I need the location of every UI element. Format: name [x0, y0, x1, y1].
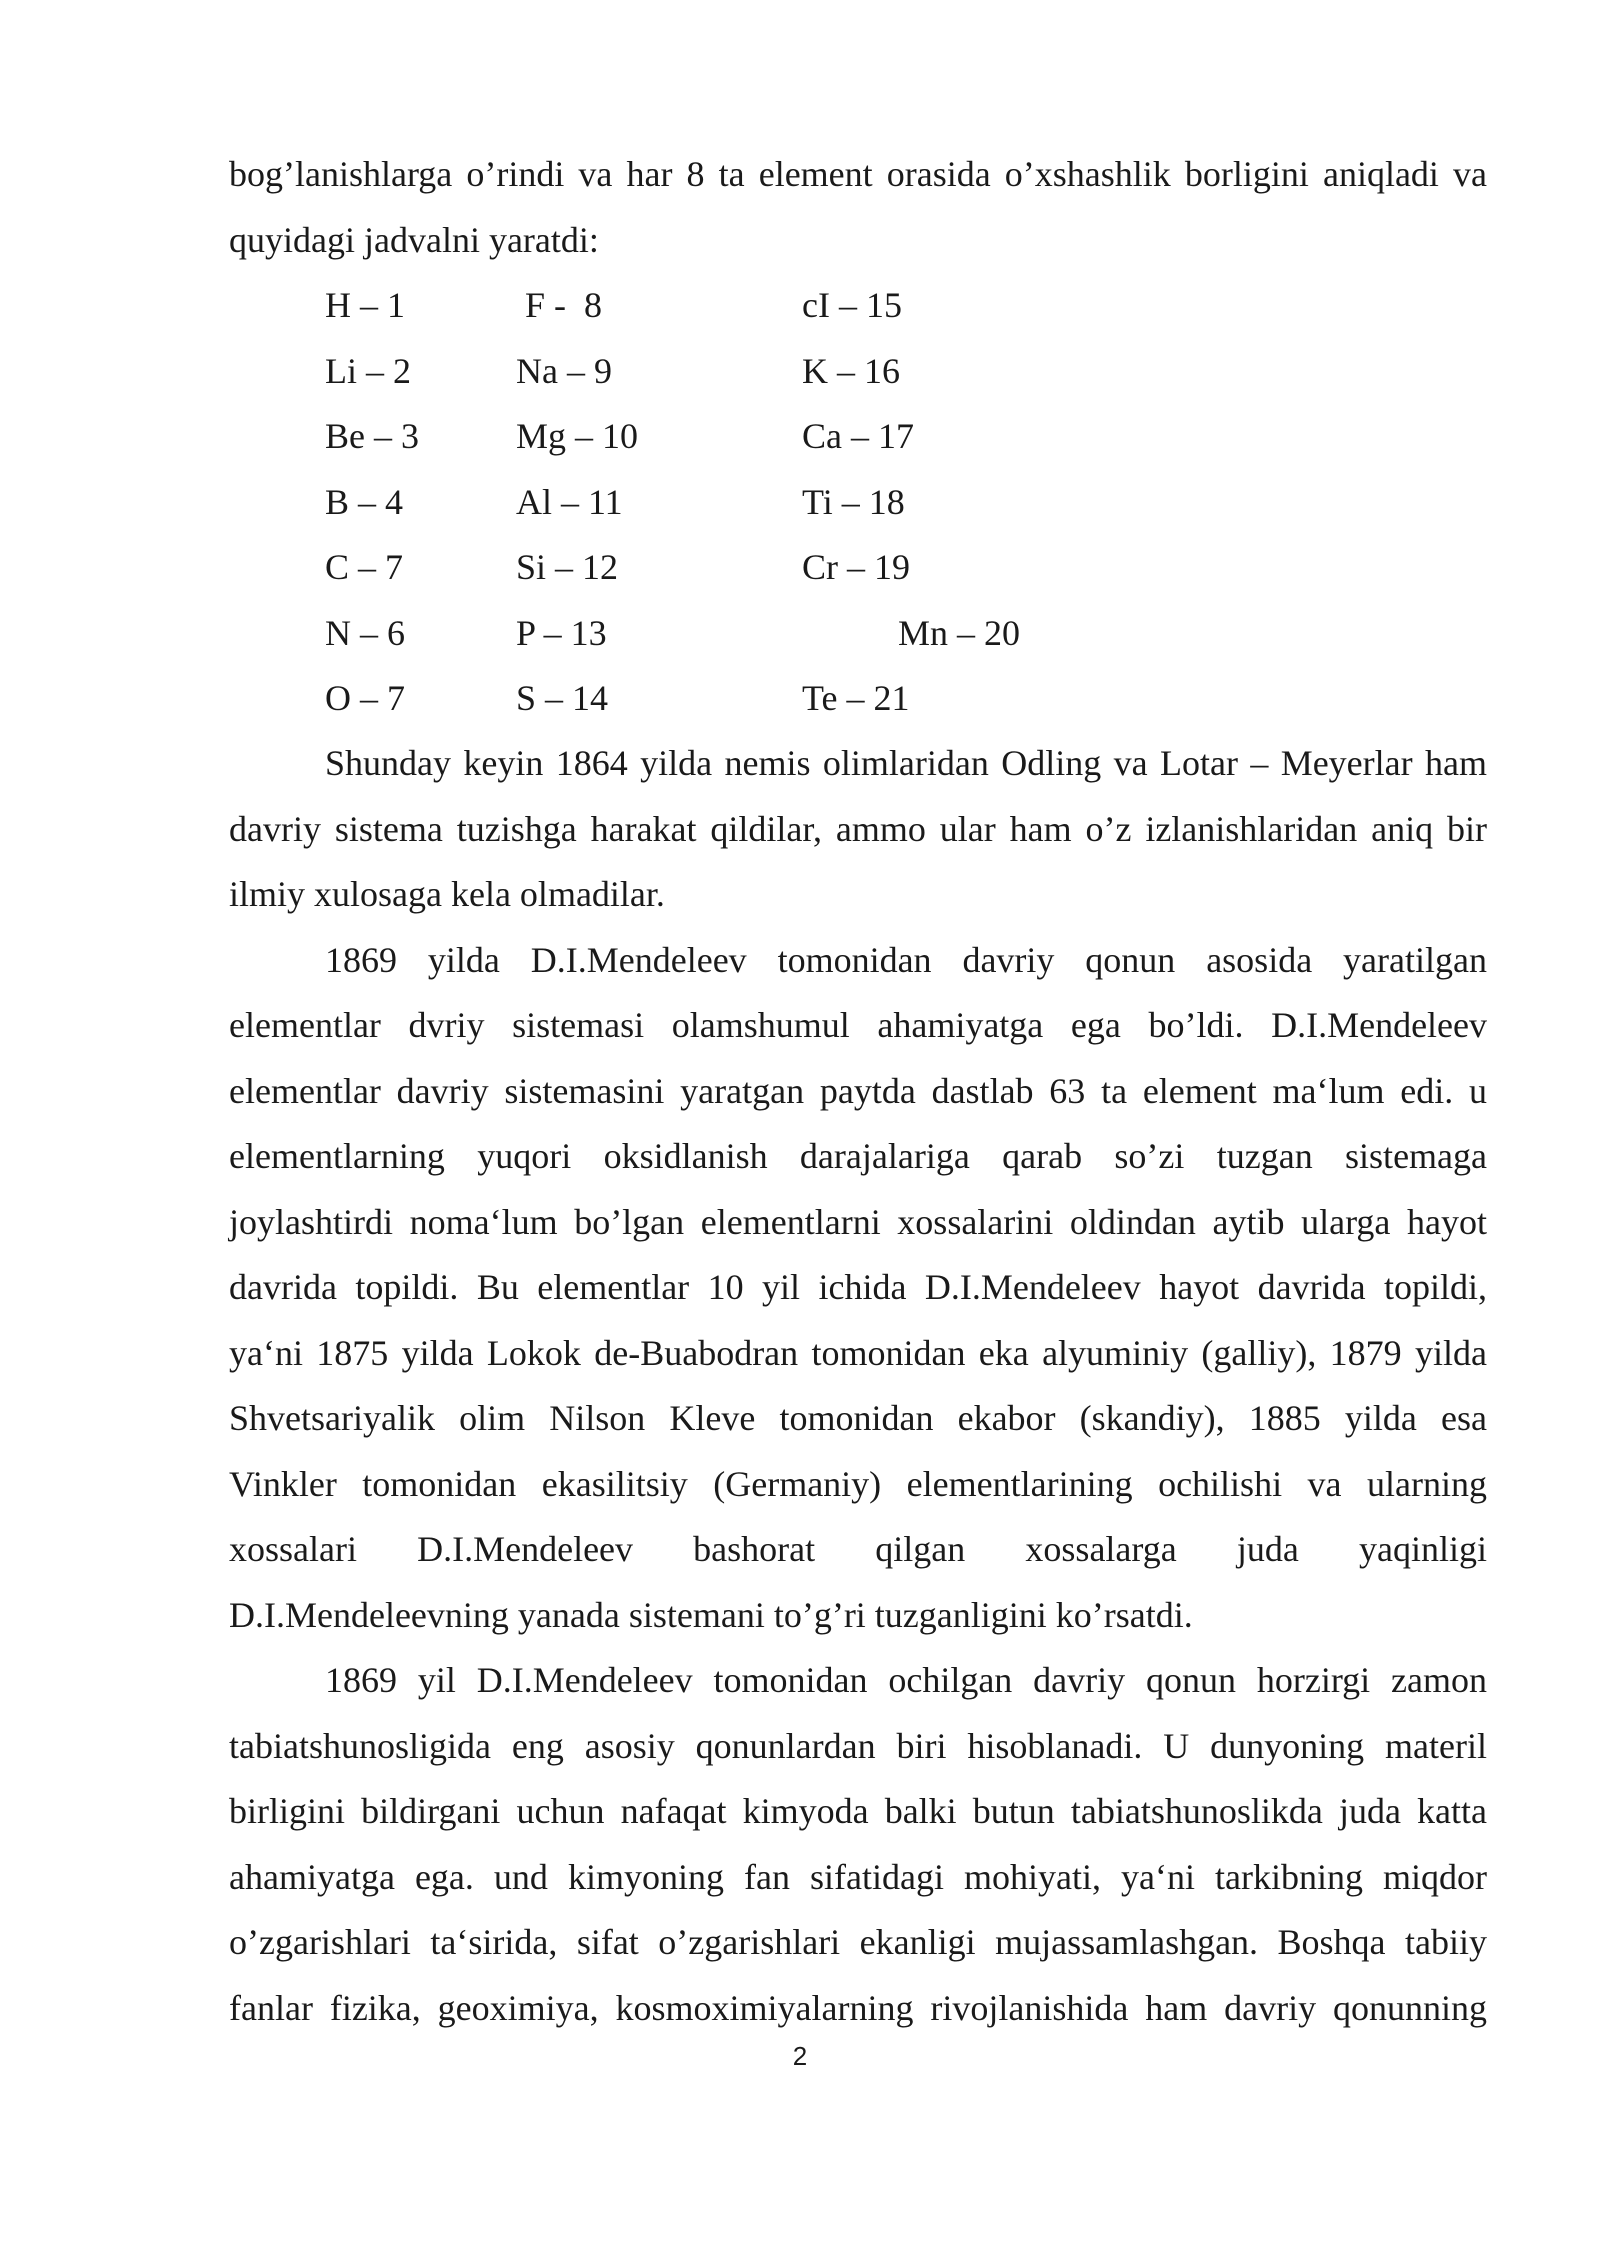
paragraph-line: davrida topildi. Bu elementlar 10 yil ichida D.I.Mendeleev hayot davrida topildi, [229, 1267, 1487, 1307]
paragraph-line: davriy sistema tuzishga harakat qildilar, ammo ular ham o’z izlanishlaridan aniq bir [229, 808, 1487, 849]
element-cell: H – 1 [325, 285, 405, 325]
element-cell: N – 6 [325, 612, 405, 653]
element-cell: P – 13 [516, 612, 607, 653]
element-cell: C – 7 [325, 547, 404, 587]
paragraph-line: 1869 yilda D.I.Mendeleev tomonidan davriy qonun asosida yaratilgan [325, 939, 1487, 980]
element-cell: F - 8 [516, 285, 603, 325]
element-cell: Ti – 18 [802, 481, 905, 522]
element-cell: Be – 3 [325, 416, 419, 456]
element-cell: Si – 12 [516, 547, 619, 587]
element-cell: S – 14 [516, 678, 609, 718]
element-cell: Te – 21 [802, 678, 910, 718]
element-cell: Na – 9 [516, 350, 612, 391]
paragraph-line: elementlar davriy sistemasini yaratgan paytda dastlab 63 ta element ma‘lum edi. u [229, 1070, 1487, 1111]
element-cell: cI – 15 [802, 285, 902, 325]
paragraph-line: ahamiyatga ega. und kimyoning fan sifatidagi mohiyati, ya‘ni tarkibning miqdor [229, 1856, 1487, 1897]
element-cell: Al – 11 [516, 481, 623, 522]
element-table-row [0, 601, 1600, 667]
element-table-row [0, 470, 1600, 536]
paragraph-line: xossalari D.I.Mendeleev bashorat qilgan xossalarga juda yaqinligi [229, 1529, 1487, 1569]
paragraph-line: Shvetsariyalik olim Nilson Kleve tomonidan ekabor (skandiy), 1885 yilda esa [229, 1398, 1487, 1438]
paragraph-line: D.I.Mendeleevning yanada sistemani to’g’ri tuzganligini ko’rsatdi. [229, 1594, 1193, 1635]
element-table-row [0, 535, 1600, 601]
paragraph-line: Vinkler tomonidan ekasilitsiy (Germaniy) elementlarining ochilishi va ularning [229, 1463, 1487, 1504]
element-table-row [0, 273, 1600, 339]
paragraph-line: 1869 yil D.I.Mendeleev tomonidan ochilgan davriy qonun horzirgi zamon [325, 1660, 1487, 1700]
paragraph-line: elementlarning yuqori oksidlanish darajalariga qarab so’zi tuzgan sistemaga [229, 1136, 1487, 1176]
paragraph-line: o’zgarishlari ta‘sirida, sifat o’zgarishlari ekanligi mujassamlashgan. Boshqa tabiiy [229, 1922, 1487, 1962]
paragraph-line: elementlar dvriy sistemasi olamshumul ahamiyatga ega bo’ldi. D.I.Mendeleev [229, 1005, 1487, 1045]
element-table-row [0, 339, 1600, 405]
element-cell: Mg – 10 [516, 416, 639, 456]
intro-text [229, 142, 1487, 273]
paragraph-line: Shunday keyin 1864 yilda nemis olimlaridan Odling va Lotar – Meyerlar ham [325, 743, 1487, 783]
paragraph-line: joylashtirdi noma‘lum bo’lgan elementlarni xossalarini oldindan aytib ularga hayot [229, 1201, 1487, 1242]
element-table-row [0, 666, 1600, 732]
element-cell: Cr – 19 [802, 547, 910, 587]
paragraph-line: ya‘ni 1875 yilda Lokok de-Buabodran tomonidan eka alyuminiy (galliy), 1879 yilda [229, 1332, 1487, 1373]
element-cell: B – 4 [325, 481, 404, 522]
intro-line-1: bog’lanishlarga o’rindi va har 8 ta element orasida o’xshashlik borligini aniqladi va [229, 154, 1487, 194]
paragraph-line: ilmiy xulosaga kela olmadilar. [229, 874, 665, 914]
element-table [0, 273, 1600, 732]
element-cell: K – 16 [802, 350, 900, 391]
paragraph-line: birligini bildirgani uchun nafaqat kimyoda balki butun tabiatshunoslikda juda katta [229, 1791, 1487, 1831]
intro-line-2: quyidagi jadvalni yaratdi: [229, 219, 599, 260]
element-cell: Ca – 17 [802, 416, 914, 456]
body-text [229, 731, 1487, 2041]
element-table-row [0, 404, 1600, 470]
paragraph-line: tabiatshunosligida eng asosiy qonunlardan biri hisoblanadi. U dunyoning materil [229, 1725, 1487, 1766]
element-cell: Li – 2 [325, 350, 411, 391]
element-cell: O – 7 [325, 678, 405, 718]
paragraph-line: fanlar fizika, geoximiya, kosmoximiyalarning rivojlanishida ham davriy qonunning [229, 1987, 1487, 2028]
page-number: 2 [792, 2041, 808, 2071]
element-cell: Mn – 20 [898, 612, 1021, 653]
